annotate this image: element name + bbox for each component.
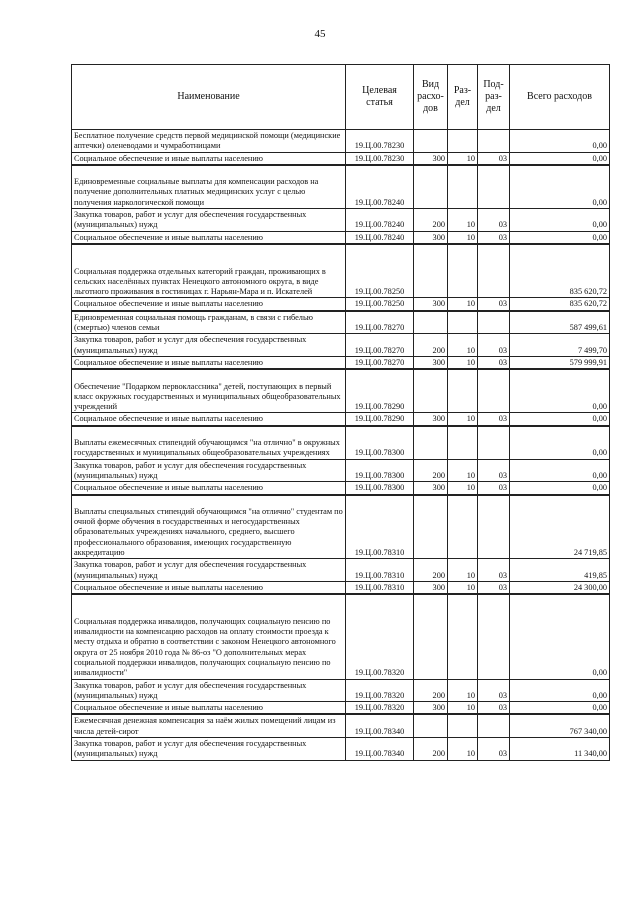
cell-target-article: 19.Ц.00.78320 xyxy=(346,702,414,715)
table-row xyxy=(72,334,610,357)
cell-target-article: 19.Ц.00.78270 xyxy=(346,334,414,357)
cell-target-article: 19.Ц.00.78240 xyxy=(346,209,414,232)
cell-section: 10 xyxy=(448,459,478,482)
cell-target-article: 19.Ц.00.78270 xyxy=(346,356,414,369)
cell-total: 0,00 xyxy=(510,369,610,413)
cell-subsection: 03 xyxy=(478,702,510,715)
cell-section xyxy=(448,594,478,679)
cell-target-article: 19.Ц.00.78310 xyxy=(346,559,414,582)
cell-target-article: 19.Ц.00.78320 xyxy=(346,594,414,679)
cell-subsection: 03 xyxy=(478,459,510,482)
cell-total: 0,00 xyxy=(510,165,610,209)
cell-name: Закупка товаров, работ и услуг для обеспечения государственных (муниципальных) нужд xyxy=(72,209,346,232)
cell-total: 835 620,72 xyxy=(510,298,610,311)
table-row xyxy=(72,495,610,559)
cell-total: 0,00 xyxy=(510,231,610,244)
header-target-article: Целевая статья xyxy=(346,65,414,130)
header-name: Наименование xyxy=(72,65,346,130)
cell-expense-type: 200 xyxy=(414,209,448,232)
cell-total: 0,00 xyxy=(510,413,610,426)
cell-name: Закупка товаров, работ и услуг для обеспечения государственных (муниципальных) нужд xyxy=(72,334,346,357)
cell-section: 10 xyxy=(448,209,478,232)
cell-subsection: 03 xyxy=(478,152,510,165)
cell-expense-type: 300 xyxy=(414,482,448,495)
cell-total: 0,00 xyxy=(510,594,610,679)
cell-section: 10 xyxy=(448,738,478,761)
table-row xyxy=(72,679,610,702)
cell-total: 0,00 xyxy=(510,482,610,495)
cell-section: 10 xyxy=(448,231,478,244)
cell-total: 24 719,85 xyxy=(510,495,610,559)
cell-total: 0,00 xyxy=(510,702,610,715)
cell-name: Обеспечение "Подарком первоклассника" детей, поступающих в первый класс окружных государственных и муниципальных общеобразовательных учреждений xyxy=(72,369,346,413)
cell-section: 10 xyxy=(448,152,478,165)
cell-total: 0,00 xyxy=(510,209,610,232)
cell-name: Единовременные социальные выплаты для компенсации расходов на получение дополнительных платных медицинских услуг с целью получения наркологической помощи xyxy=(72,165,346,209)
table-row xyxy=(72,298,610,311)
cell-name: Социальное обеспечение и иные выплаты населению xyxy=(72,152,346,165)
table-row xyxy=(72,165,610,209)
cell-total: 24 300,00 xyxy=(510,581,610,594)
cell-expense-type xyxy=(414,244,448,298)
cell-name: Социальная поддержка отдельных категорий граждан, проживающих в сельских населённых пунктах Ненецкого автономного округа, в виде льготного проживания в гостиницах г. Нарьян-Мара и п. Искателей xyxy=(72,244,346,298)
cell-total: 11 340,00 xyxy=(510,738,610,761)
cell-name: Социальное обеспечение и иные выплаты населению xyxy=(72,482,346,495)
header-subsection: Под-раз-дел xyxy=(478,65,510,130)
cell-target-article: 19.Ц.00.78310 xyxy=(346,495,414,559)
cell-target-article: 19.Ц.00.78240 xyxy=(346,165,414,209)
cell-expense-type: 300 xyxy=(414,298,448,311)
cell-total: 7 499,70 xyxy=(510,334,610,357)
table-header-row xyxy=(72,65,610,130)
cell-expense-type xyxy=(414,714,448,737)
cell-total: 0,00 xyxy=(510,426,610,459)
cell-section xyxy=(448,714,478,737)
cell-section: 10 xyxy=(448,298,478,311)
cell-section: 10 xyxy=(448,334,478,357)
table-row xyxy=(72,369,610,413)
cell-subsection xyxy=(478,244,510,298)
cell-name: Закупка товаров, работ и услуг для обеспечения государственных (муниципальных) нужд xyxy=(72,738,346,761)
cell-section xyxy=(448,165,478,209)
cell-target-article: 19.Ц.00.78300 xyxy=(346,459,414,482)
cell-expense-type: 200 xyxy=(414,738,448,761)
cell-target-article: 19.Ц.00.78340 xyxy=(346,738,414,761)
cell-expense-type xyxy=(414,130,448,153)
cell-target-article: 19.Ц.00.78320 xyxy=(346,679,414,702)
table-row xyxy=(72,413,610,426)
table-row xyxy=(72,594,610,679)
table-row xyxy=(72,459,610,482)
cell-name: Социальное обеспечение и иные выплаты населению xyxy=(72,298,346,311)
cell-total: 0,00 xyxy=(510,130,610,153)
cell-target-article: 19.Ц.00.78230 xyxy=(346,152,414,165)
cell-subsection: 03 xyxy=(478,559,510,582)
table-row xyxy=(72,209,610,232)
page-number: 45 xyxy=(314,28,326,40)
cell-name: Социальное обеспечение и иные выплаты населению xyxy=(72,413,346,426)
cell-name: Ежемесячная денежная компенсация за наём жилых помещений лицам из числа детей-сирот xyxy=(72,714,346,737)
cell-name: Закупка товаров, работ и услуг для обеспечения государственных (муниципальных) нужд xyxy=(72,679,346,702)
cell-subsection: 03 xyxy=(478,298,510,311)
cell-target-article: 19.Ц.00.78250 xyxy=(346,244,414,298)
table-row xyxy=(72,356,610,369)
cell-target-article: 19.Ц.00.78250 xyxy=(346,298,414,311)
cell-target-article: 19.Ц.00.78290 xyxy=(346,413,414,426)
cell-section: 10 xyxy=(448,356,478,369)
cell-subsection xyxy=(478,130,510,153)
table-row xyxy=(72,311,610,334)
cell-expense-type: 200 xyxy=(414,559,448,582)
cell-subsection xyxy=(478,714,510,737)
table-body xyxy=(72,130,610,761)
cell-section: 10 xyxy=(448,702,478,715)
cell-target-article: 19.Ц.00.78230 xyxy=(346,130,414,153)
cell-section: 10 xyxy=(448,559,478,582)
cell-section xyxy=(448,426,478,459)
cell-subsection: 03 xyxy=(478,482,510,495)
cell-name: Социальное обеспечение и иные выплаты населению xyxy=(72,356,346,369)
cell-subsection: 03 xyxy=(478,581,510,594)
cell-subsection xyxy=(478,495,510,559)
cell-name: Социальное обеспечение и иные выплаты населению xyxy=(72,702,346,715)
cell-section xyxy=(448,130,478,153)
cell-target-article: 19.Ц.00.78290 xyxy=(346,369,414,413)
table-row xyxy=(72,152,610,165)
cell-expense-type xyxy=(414,594,448,679)
cell-target-article: 19.Ц.00.78300 xyxy=(346,426,414,459)
table-row xyxy=(72,559,610,582)
cell-expense-type xyxy=(414,426,448,459)
cell-expense-type: 300 xyxy=(414,152,448,165)
cell-subsection: 03 xyxy=(478,231,510,244)
cell-section xyxy=(448,495,478,559)
cell-name: Закупка товаров, работ и услуг для обеспечения государственных (муниципальных) нужд xyxy=(72,459,346,482)
cell-name: Социальная поддержка инвалидов, получающих социальную пенсию по инвалидности на компенсацию расходов на оплату стоимости проезда к месту отдыха и обратно в соответствии с законом Ненецкого автономного округа от 25 ноября 2010 года № 86-оз "О дополнительных мерах социальной поддержки инвалидов, получающих социальную пенсию по инвалидности" xyxy=(72,594,346,679)
cell-expense-type xyxy=(414,311,448,334)
cell-name: Выплаты специальных стипендий обучающимся "на отлично" студентам по очной форме обучения в государственных и негосударственных образовательных учреждениях начального, среднего, высшего профессионального образования, имеющих государственную аккредитацию xyxy=(72,495,346,559)
table-row xyxy=(72,426,610,459)
cell-target-article: 19.Ц.00.78310 xyxy=(346,581,414,594)
cell-expense-type: 300 xyxy=(414,231,448,244)
cell-name: Закупка товаров, работ и услуг для обеспечения государственных (муниципальных) нужд xyxy=(72,559,346,582)
cell-target-article: 19.Ц.00.78340 xyxy=(346,714,414,737)
cell-name: Выплаты ежемесячных стипендий обучающимся "на отлично" в окружных государственных и муниципальных общеобразовательных учреждениях xyxy=(72,426,346,459)
header-total: Всего расходов xyxy=(510,65,610,130)
cell-subsection: 03 xyxy=(478,356,510,369)
cell-total: 767 340,00 xyxy=(510,714,610,737)
cell-expense-type xyxy=(414,165,448,209)
cell-subsection xyxy=(478,594,510,679)
cell-total: 419,85 xyxy=(510,559,610,582)
table-row xyxy=(72,581,610,594)
cell-subsection xyxy=(478,369,510,413)
cell-expense-type xyxy=(414,495,448,559)
cell-expense-type: 300 xyxy=(414,356,448,369)
budget-table xyxy=(71,64,610,761)
cell-subsection: 03 xyxy=(478,679,510,702)
cell-expense-type: 200 xyxy=(414,334,448,357)
cell-subsection: 03 xyxy=(478,209,510,232)
cell-total: 579 999,91 xyxy=(510,356,610,369)
cell-target-article: 19.Ц.00.78240 xyxy=(346,231,414,244)
cell-total: 0,00 xyxy=(510,459,610,482)
cell-subsection: 03 xyxy=(478,334,510,357)
cell-total: 0,00 xyxy=(510,679,610,702)
cell-section xyxy=(448,311,478,334)
cell-name: Бесплатное получение средств первой медицинской помощи (медицинские аптечки) оленеводами и чумработницами xyxy=(72,130,346,153)
cell-section xyxy=(448,369,478,413)
cell-target-article: 19.Ц.00.78300 xyxy=(346,482,414,495)
cell-expense-type: 200 xyxy=(414,679,448,702)
table-row xyxy=(72,244,610,298)
table-row xyxy=(72,702,610,715)
cell-subsection xyxy=(478,426,510,459)
cell-expense-type: 200 xyxy=(414,459,448,482)
cell-section: 10 xyxy=(448,679,478,702)
cell-name: Социальное обеспечение и иные выплаты населению xyxy=(72,231,346,244)
header-section: Раз-дел xyxy=(448,65,478,130)
table-row xyxy=(72,231,610,244)
cell-total: 587 499,61 xyxy=(510,311,610,334)
cell-name: Единовременная социальная помощь гражданам, в связи с гибелью (смертью) членов семьи xyxy=(72,311,346,334)
cell-expense-type xyxy=(414,369,448,413)
cell-subsection xyxy=(478,311,510,334)
cell-target-article: 19.Ц.00.78270 xyxy=(346,311,414,334)
cell-section: 10 xyxy=(448,581,478,594)
cell-section: 10 xyxy=(448,482,478,495)
cell-total: 0,00 xyxy=(510,152,610,165)
table-row xyxy=(72,714,610,737)
cell-section xyxy=(448,244,478,298)
header-expense-type: Вид расхо-дов xyxy=(414,65,448,130)
cell-expense-type: 300 xyxy=(414,413,448,426)
table-row xyxy=(72,130,610,153)
cell-expense-type: 300 xyxy=(414,702,448,715)
cell-subsection: 03 xyxy=(478,413,510,426)
cell-total: 835 620,72 xyxy=(510,244,610,298)
cell-name: Социальное обеспечение и иные выплаты населению xyxy=(72,581,346,594)
table-row xyxy=(72,482,610,495)
table-row xyxy=(72,738,610,761)
cell-subsection: 03 xyxy=(478,738,510,761)
cell-expense-type: 300 xyxy=(414,581,448,594)
cell-section: 10 xyxy=(448,413,478,426)
cell-subsection xyxy=(478,165,510,209)
